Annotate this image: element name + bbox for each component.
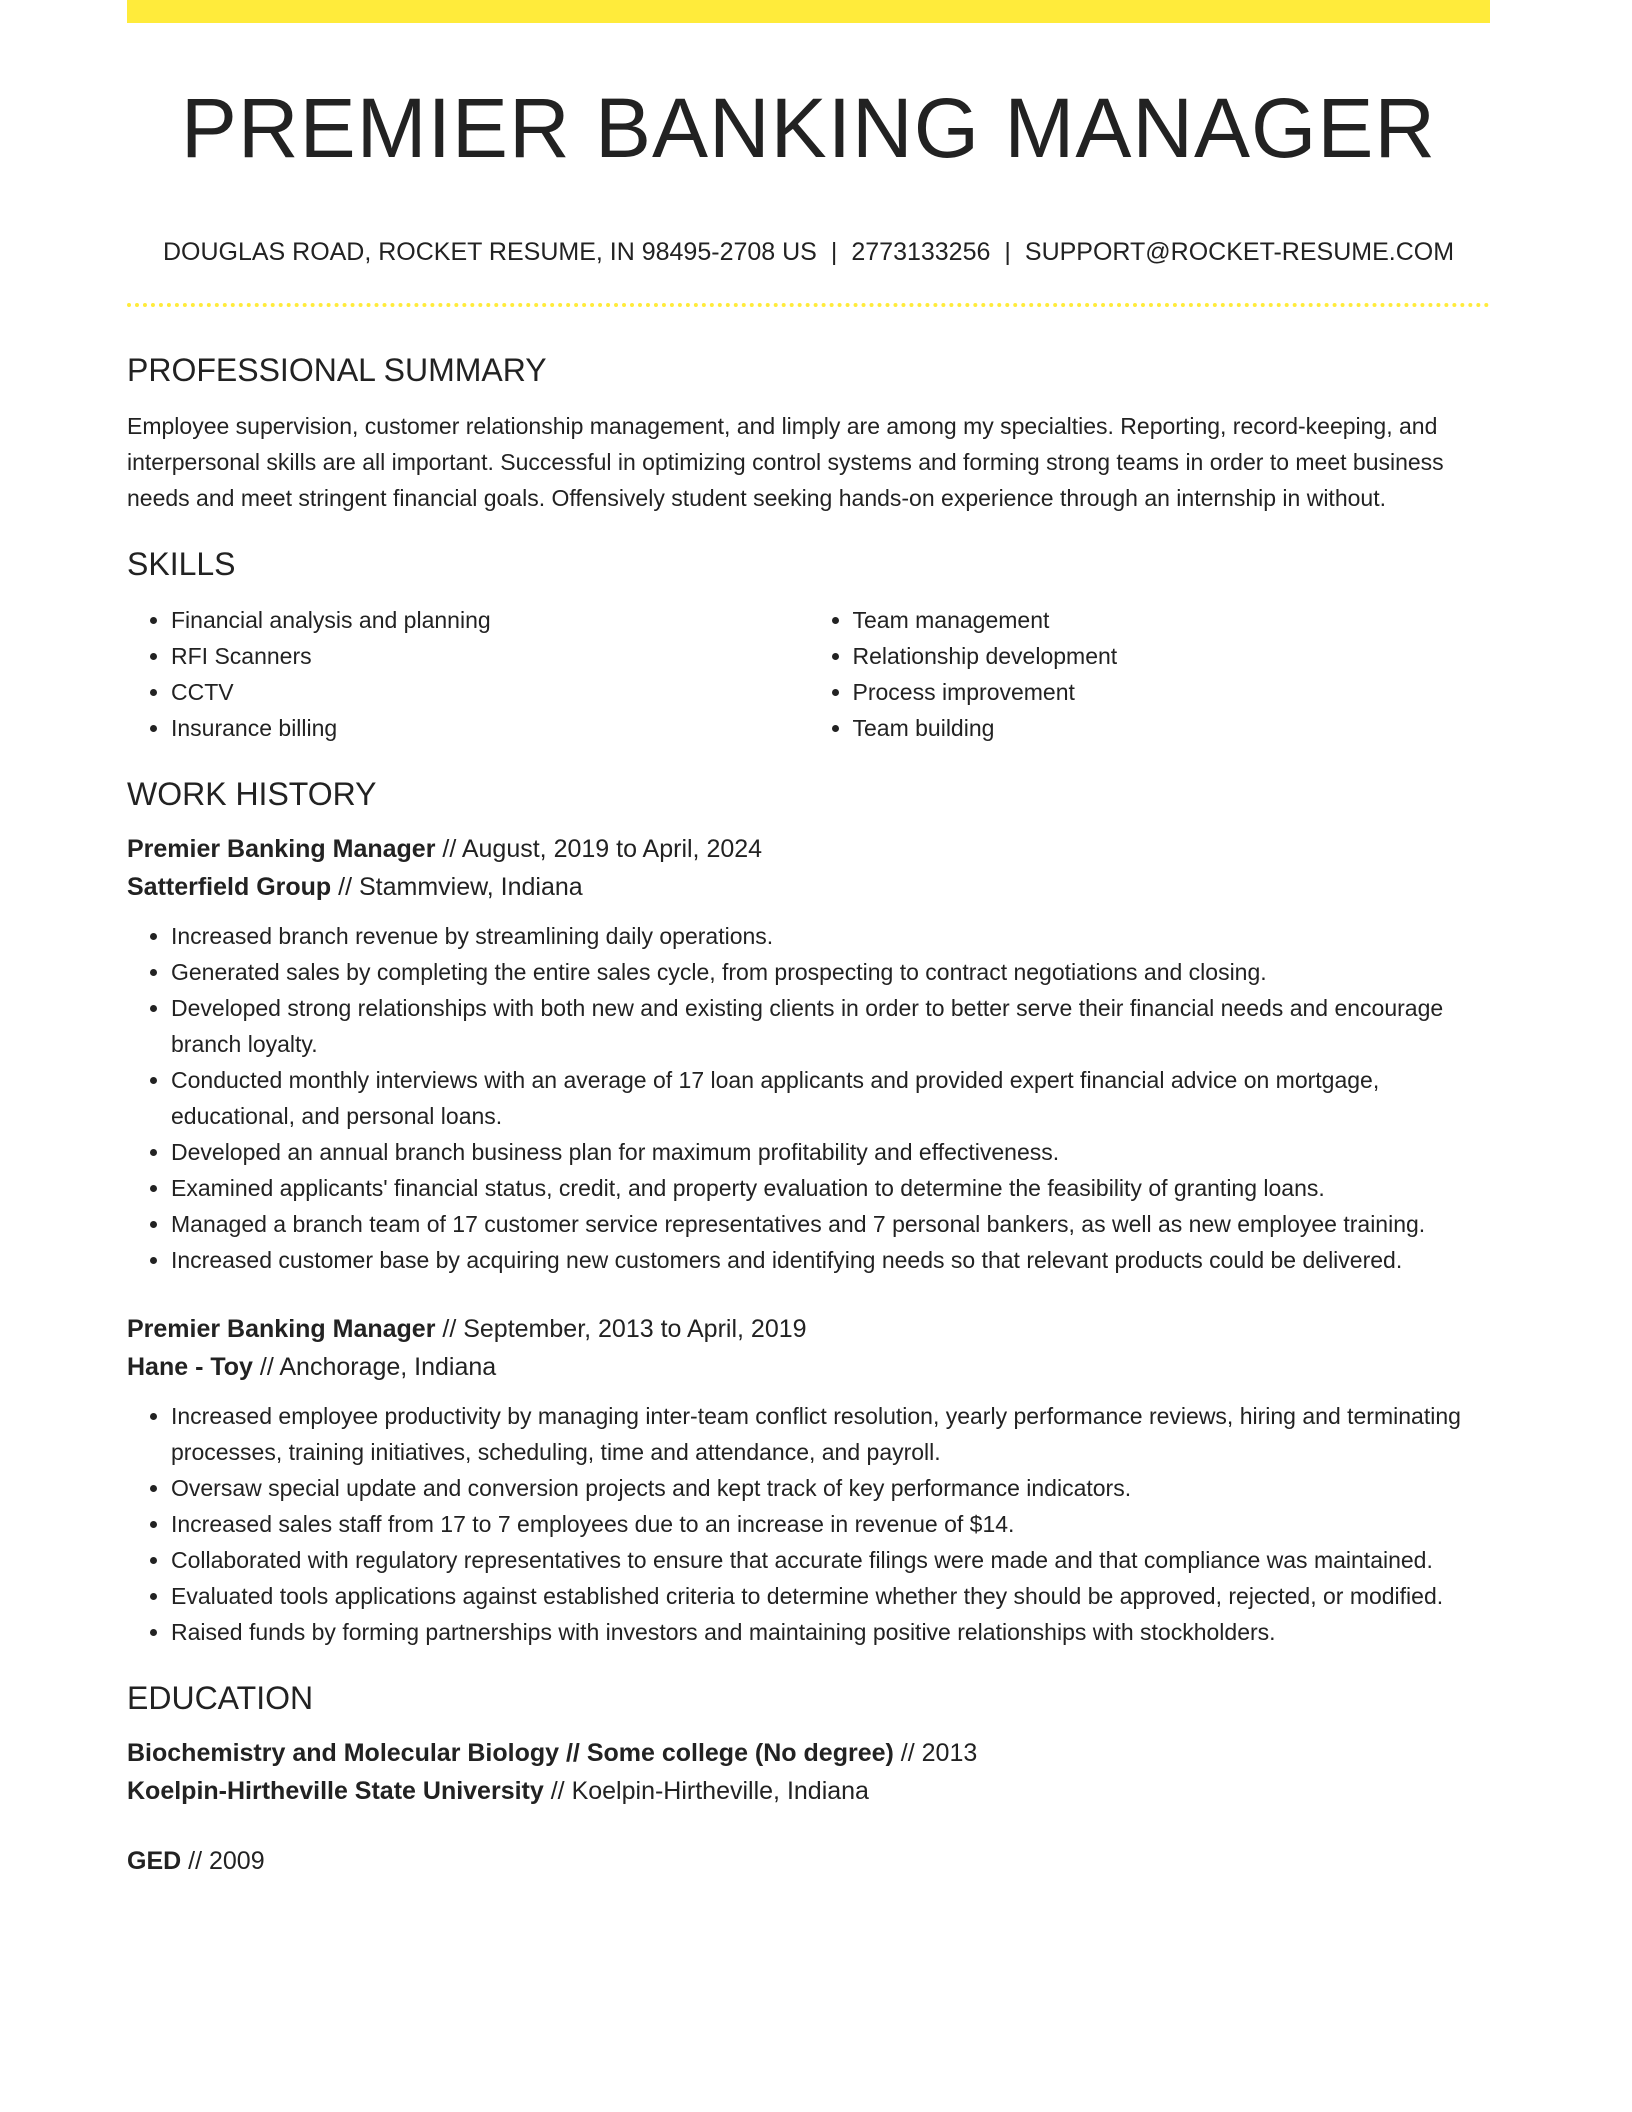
job-bullet: • Increased sales staff from 17 to 7 employees due to an increase in revenue of $14. bbox=[171, 1506, 1490, 1542]
skills-list bbox=[127, 602, 1490, 746]
skill-item: • Relationship development bbox=[853, 638, 1491, 674]
job-company: Hane - Toy bbox=[127, 1353, 253, 1381]
contact-separator: | bbox=[830, 238, 838, 266]
skill-item: • Insurance billing bbox=[171, 710, 809, 746]
job-bullet: • Collaborated with regulatory representatives to ensure that accurate filings were made and that compliance was maintained. bbox=[171, 1542, 1490, 1578]
skills-column-left bbox=[127, 602, 809, 746]
job-bullet: • Conducted monthly interviews with an average of 17 loan applicants and provided expert financial advice on mortgage, educational, and personal loans. bbox=[171, 1062, 1490, 1134]
work-history-heading: WORK HISTORY bbox=[127, 776, 377, 812]
education-school: Koelpin-Hirtheville State University bbox=[127, 1777, 544, 1805]
contact-email[interactable]: SUPPORT@ROCKET-RESUME.COM bbox=[1024, 238, 1455, 266]
job-entry bbox=[127, 830, 1490, 1278]
job-location: // Stammview, Indiana bbox=[338, 873, 583, 901]
education-heading: EDUCATION bbox=[127, 1680, 314, 1716]
resume-title: PREMIER BANKING MANAGER bbox=[180, 81, 1437, 175]
skill-item: • CCTV bbox=[171, 674, 809, 710]
contact-address: DOUGLAS ROAD, ROCKET RESUME, IN 98495-2708 US bbox=[162, 238, 817, 266]
job-bullet: • Raised funds by forming partnerships with investors and maintaining positive relationships with stockholders. bbox=[171, 1614, 1490, 1650]
job-company-line bbox=[127, 868, 1490, 906]
education-degree-line bbox=[127, 1842, 1490, 1880]
job-bullets bbox=[127, 1398, 1490, 1650]
job-bullet: • Increased employee productivity by managing inter-team conflict resolution, yearly performance reviews, hiring and terminating processes, training initiatives, scheduling, time and attendance, and payroll. bbox=[171, 1398, 1490, 1470]
education-location: // Koelpin-Hirtheville, Indiana bbox=[550, 1777, 869, 1805]
header-divider bbox=[127, 303, 1490, 307]
top-accent-bar bbox=[127, 0, 1490, 23]
skill-item: • Team building bbox=[853, 710, 1491, 746]
job-dates: // September, 2013 to April, 2019 bbox=[442, 1315, 807, 1343]
job-location: // Anchorage, Indiana bbox=[259, 1353, 497, 1381]
education-degree-line bbox=[127, 1734, 1490, 1772]
job-bullet: • Developed strong relationships with both new and existing clients in order to better serve their financial needs and encourage branch loyalty. bbox=[171, 990, 1490, 1062]
skill-item: • RFI Scanners bbox=[171, 638, 809, 674]
job-bullet: • Oversaw special update and conversion projects and kept track of key performance indicators. bbox=[171, 1470, 1490, 1506]
contact-line bbox=[127, 236, 1490, 268]
education-year: // 2009 bbox=[188, 1847, 265, 1875]
contact-separator: | bbox=[1004, 238, 1011, 266]
skills-heading: SKILLS bbox=[127, 546, 236, 582]
job-bullet: • Increased customer base by acquiring new customers and identifying needs so that relevant products could be delivered. bbox=[171, 1242, 1490, 1278]
job-bullet: • Managed a branch team of 17 customer service representatives and 7 personal bankers, as well as new employee training. bbox=[171, 1206, 1490, 1242]
skill-item: • Process improvement bbox=[853, 674, 1491, 710]
education-degree: GED bbox=[127, 1847, 182, 1875]
education-entry bbox=[127, 1734, 1490, 1810]
contact-phone: 2773133256 bbox=[851, 238, 991, 266]
summary-text: Employee supervision, customer relationship management, and limply are among my specialties. Reporting, record-keeping, and interpersonal skills are all important. Successful in optimizing control systems and forming strong teams in order to meet business needs and meet stringent financial goals. Offensively student seeking hands-on experience through an internship in without. bbox=[127, 413, 1444, 511]
job-bullet: • Generated sales by completing the entire sales cycle, from prospecting to contract negotiations and closing. bbox=[171, 954, 1490, 990]
job-bullet: • Examined applicants' financial status, credit, and property evaluation to determine the feasibility of granting loans. bbox=[171, 1170, 1490, 1206]
resume-body bbox=[127, 350, 1490, 1880]
education-school-line bbox=[127, 1772, 1490, 1810]
job-dates: // August, 2019 to April, 2024 bbox=[442, 835, 763, 863]
job-role: Premier Banking Manager bbox=[127, 1315, 436, 1343]
summary-heading: PROFESSIONAL SUMMARY bbox=[127, 352, 547, 388]
job-bullet: • Developed an annual branch business plan for maximum profitability and effectiveness. bbox=[171, 1134, 1490, 1170]
job-title-line bbox=[127, 830, 1490, 868]
job-bullet: • Increased branch revenue by streamlining daily operations. bbox=[171, 918, 1490, 954]
job-role: Premier Banking Manager bbox=[127, 835, 436, 863]
job-company-line bbox=[127, 1348, 1490, 1386]
skills-column-right bbox=[809, 602, 1491, 746]
skill-item: • Team management bbox=[853, 602, 1491, 638]
education-entry bbox=[127, 1842, 1490, 1880]
skill-item: • Financial analysis and planning bbox=[171, 602, 809, 638]
education-year: // 2013 bbox=[900, 1739, 978, 1767]
job-bullet: • Evaluated tools applications against established criteria to determine whether they should be approved, rejected, or modified. bbox=[171, 1578, 1490, 1614]
job-title-line bbox=[127, 1310, 1490, 1348]
job-bullets bbox=[127, 918, 1490, 1278]
job-company: Satterfield Group bbox=[127, 873, 332, 901]
education-degree: Biochemistry and Molecular Biology // Some college (No degree) bbox=[127, 1739, 894, 1767]
job-entry bbox=[127, 1310, 1490, 1650]
